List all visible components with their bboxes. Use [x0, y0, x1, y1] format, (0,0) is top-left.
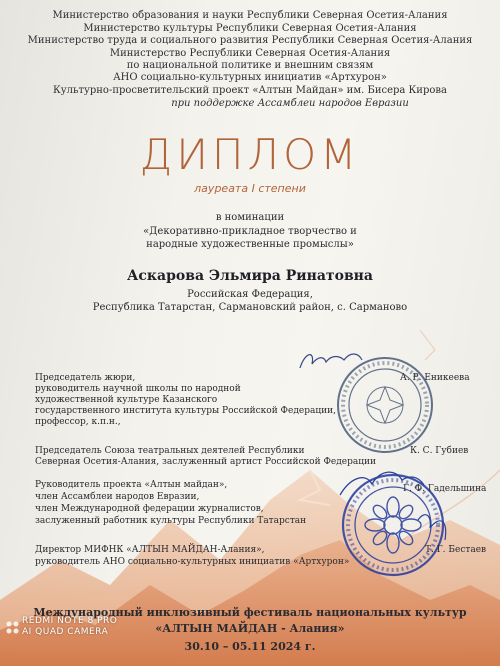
signatory-4-line-2: руководитель АНО социально-культурных инициатив «Артхурон»: [35, 557, 350, 567]
signatory-4-name: Т. Г. Бестаев: [425, 545, 487, 555]
header-line-1: Министерство образования и науки Республики Северная Осетия-Алания: [52, 10, 448, 21]
signatory-1-line-3: художественной культуре Казанского: [35, 395, 218, 405]
support-line: при поддержке Ассамблеи народов Евразии: [171, 98, 409, 109]
header-line-6: АНО социально-культурных инициатив «Артхурон»: [113, 72, 387, 83]
header-line-3: Министерство труда и социального развития Республики Северная Осетия-Алания: [27, 35, 473, 46]
signatory-1-line-5: профессор, к.п.н.,: [35, 417, 121, 427]
watermark-line-2: AI QUAD CAMERA: [22, 627, 109, 637]
signatory-1-line-1: Председатель жюри,: [35, 373, 136, 383]
signatory-2-line-2: Северная Осетия-Алания, заслуженный артист Российской Федерации: [35, 457, 377, 467]
signatory-4-line-1: Директор МИФНК «АЛТЫН МАЙДАН-Алания»,: [35, 545, 265, 555]
header-line-2: Министерство культуры Республики Северная Осетия-Алания: [83, 23, 417, 34]
recipient-country: Российская Федерация,: [187, 289, 313, 300]
watermark-line-1: REDMI NOTE 8 PRO: [22, 616, 118, 626]
signatory-2-line-1: Председатель Союза театральных деятелей Республики: [35, 446, 305, 456]
header-line-5: по национальной политике и внешним связям: [126, 60, 374, 71]
festival-dates: 30.10 – 05.11 2024 г.: [184, 640, 316, 653]
signatory-1-name: А. Р. Еникеева: [400, 373, 470, 383]
signatory-2-name: К. С. Губиев: [410, 446, 469, 456]
signatory-3-line-4: заслуженный работник культуры Республики Татарстан: [35, 516, 307, 526]
camera-watermark: [22, 616, 117, 638]
nomination-line-2: народные художественные промыслы»: [146, 239, 354, 250]
signatory-1-line-4: государственного института культуры Российской Федерации,: [35, 406, 336, 416]
diploma-title: ДИПЛОМ: [139, 130, 361, 179]
recipient-name: Аскарова Эльмира Ринатовна: [127, 268, 373, 284]
recipient-location: Республика Татарстан, Сармановский район, с. Сарманово: [92, 302, 408, 313]
festival-name: Международный инклюзивный фестиваль национальных культур: [33, 606, 467, 619]
festival-title: «АЛТЫН МАЙДАН - Алания»: [155, 622, 345, 635]
nomination-line-1: «Декоративно-прикладное творчество и: [143, 226, 357, 237]
signatory-3-line-3: член Международной федерации журналистов,: [35, 504, 264, 514]
diploma-subtitle: лауреата I степени: [194, 182, 306, 195]
nomination-intro: в номинации: [215, 212, 285, 223]
signatory-1-line-2: руководитель научной школы по народной: [35, 384, 241, 394]
header-line-4: Министерство Республики Северная Осетия-Алания: [109, 48, 391, 59]
header-line-7: Культурно-просветительский проект «Алтын Майдан» им. Бисера Кирова: [53, 85, 447, 96]
signatory-3-line-1: Руководитель проекта «Алтын майдан»,: [35, 480, 228, 490]
signatory-3-name: Г. Ф. Гадельшина: [403, 484, 487, 494]
signatory-3-line-2: член Ассамблеи народов Евразии,: [35, 492, 200, 502]
